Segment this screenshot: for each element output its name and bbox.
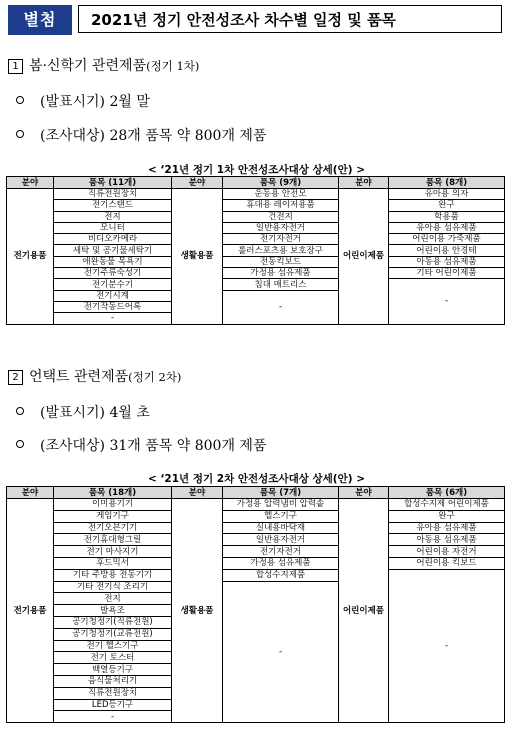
item-cell: 어린이용 킥보드 [389, 557, 505, 569]
item-cell: 학용품 [389, 211, 505, 222]
table-row [7, 256, 505, 267]
header-cell: 품목 (11개) [54, 177, 172, 189]
item-cell-placeholder: - [389, 279, 505, 324]
item-cell: 게임기구 [54, 510, 172, 522]
item-cell: 어린이용 자전거 [389, 546, 505, 558]
table-row [7, 522, 505, 534]
section2-title [8, 366, 181, 386]
item-cell: 기타 어린이제품 [389, 268, 505, 279]
item-cell-placeholder: - [223, 290, 339, 324]
item-cell: 실내용바닥재 [223, 522, 339, 534]
attachment-tag: 별첨 [8, 5, 72, 35]
item-cell: 어린이용 가죽제품 [389, 234, 505, 245]
bullet-text: (발표시기) 4월 초 [40, 405, 150, 421]
table-row [7, 534, 505, 546]
category-cell: 전기용품 [7, 189, 54, 325]
page-title: 2021년 정기 안전성조사 차수별 일정 및 품목 [78, 5, 502, 33]
item-cell: 롤러스포츠용 보호장구 [223, 245, 339, 256]
table-row [7, 546, 505, 558]
category-cell: 전기용품 [7, 499, 54, 723]
item-cell: 비디오카메라 [54, 234, 172, 245]
section2-bullet-1 [16, 402, 150, 422]
item-cell-placeholder: - [54, 711, 172, 723]
item-cell: 유아용 섬유제품 [389, 222, 505, 233]
header-cell: 품목 (18개) [54, 487, 172, 499]
item-cell: 공기청정기(교류전원) [54, 628, 172, 640]
item-cell: 전기주류숙성기 [54, 268, 172, 279]
table-row [7, 234, 505, 245]
item-cell: 일반용자전거 [223, 534, 339, 546]
header-cell: 분야 [172, 177, 223, 189]
item-cell: 가정용 섬유제품 [223, 557, 339, 569]
item-cell-placeholder: - [54, 313, 172, 324]
header-cell: 분야 [339, 487, 389, 499]
item-cell: 전기오븐기기 [54, 522, 172, 534]
section1-subtitle: (정기 1차) [146, 59, 200, 73]
item-cell: 건전지 [223, 211, 339, 222]
section2-number: 2 [8, 370, 23, 385]
item-cell: 전동킥보드 [223, 256, 339, 267]
table-row [7, 510, 505, 522]
item-cell: 전기시계 [54, 290, 172, 301]
category-cell: 어린이제품 [339, 499, 389, 723]
item-cell: 완구 [389, 200, 505, 211]
item-cell: 일반용자전거 [223, 222, 339, 233]
item-cell: 전기 헬스기구 [54, 640, 172, 652]
item-cell: 전지 [54, 593, 172, 605]
item-cell: 가정용 압력냄비 압력솥 [223, 499, 339, 511]
bullet-text: (조사대상) 31개 품목 약 800개 제품 [40, 438, 267, 454]
bullet-circle-icon [16, 440, 24, 448]
item-cell: 유아용 의자 [389, 189, 505, 200]
table-header-row [7, 487, 505, 499]
header-cell: 분야 [7, 487, 54, 499]
item-cell: 전기 토스터 [54, 652, 172, 664]
item-cell: 합성수지제품 [223, 569, 339, 581]
table-row [7, 268, 505, 279]
category-cell: 어린이제품 [339, 189, 389, 325]
bullet-circle-icon [16, 407, 24, 415]
item-cell: 전기 마사지기 [54, 546, 172, 558]
item-cell: 기타 전기식 조리기 [54, 581, 172, 593]
bullet-circle-icon [16, 130, 24, 138]
item-cell: 음식물처리기 [54, 675, 172, 687]
item-cell: 공기청정기(직류전원) [54, 616, 172, 628]
header-cell: 품목 (7개) [223, 487, 339, 499]
table-row [7, 189, 505, 200]
item-cell: 운동용 안전모 [223, 189, 339, 200]
item-cell: 후드믹서 [54, 557, 172, 569]
item-cell: 모니터 [54, 222, 172, 233]
item-cell: 가정용 섬유제품 [223, 268, 339, 279]
table-row [7, 222, 505, 233]
table-row [7, 245, 505, 256]
section2-title-text: 언택트 관련제품 [29, 369, 129, 385]
item-cell: 완구 [389, 510, 505, 522]
table-row [7, 557, 505, 569]
section1-number: 1 [8, 59, 23, 74]
section1-bullet-1 [16, 91, 150, 111]
table2 [6, 486, 505, 723]
category-cell: 생활용품 [172, 499, 223, 723]
item-cell: 직류전원장치 [54, 687, 172, 699]
item-cell: 합성수지제 어린이제품 [389, 499, 505, 511]
item-cell: 아동용 섬유제품 [389, 534, 505, 546]
table-header-row [7, 177, 505, 189]
item-cell: 전기분수기 [54, 279, 172, 290]
table-row [7, 569, 505, 581]
item-cell: 어린이용 안경테 [389, 245, 505, 256]
header-cell: 품목 (9개) [223, 177, 339, 189]
item-cell: 전기스탠드 [54, 200, 172, 211]
item-cell: 직류전원장치 [54, 189, 172, 200]
bullet-circle-icon [16, 96, 24, 104]
header-cell: 분야 [7, 177, 54, 189]
section2-subtitle: (정기 2차) [128, 370, 182, 384]
item-cell: LED등기구 [54, 699, 172, 711]
item-cell: 애완동물 목욕기 [54, 256, 172, 267]
table-row [7, 279, 505, 290]
table-row [7, 200, 505, 211]
item-cell: 침대 매트리스 [223, 279, 339, 290]
category-cell: 생활용품 [172, 189, 223, 325]
item-cell: 아동용 섬유제품 [389, 256, 505, 267]
section2-bullet-2 [16, 435, 266, 455]
header [8, 5, 502, 35]
section1-title [8, 55, 199, 75]
item-cell: 발욕조 [54, 605, 172, 617]
section1-bullet-2 [16, 125, 266, 145]
table-row [7, 499, 505, 511]
item-cell: 휴대용 레이저용품 [223, 200, 339, 211]
header-cell: 품목 (8개) [389, 177, 505, 189]
header-cell: 분야 [172, 487, 223, 499]
item-cell: 유아용 섬유제품 [389, 522, 505, 534]
item-cell: 이미용기기 [54, 499, 172, 511]
item-cell-placeholder: - [223, 581, 339, 723]
header-cell: 품목 (6개) [389, 487, 505, 499]
table2-caption: < ‘21년 정기 2차 안전성조사대상 상세(안) > [147, 473, 366, 485]
item-cell: 전기작동드어록 [54, 301, 172, 312]
item-cell: 헬스기구 [223, 510, 339, 522]
item-cell: 전기휴대형그릴 [54, 534, 172, 546]
header-cell: 분야 [339, 177, 389, 189]
table1-caption: < ‘21년 정기 1차 안전성조사대상 상세(안) > [147, 164, 366, 176]
bullet-text: (발표시기) 2월 말 [40, 94, 150, 110]
item-cell: 전기자전거 [223, 546, 339, 558]
table1 [6, 176, 505, 325]
item-cell: 세탁 및 공기물세탁기 [54, 245, 172, 256]
section1-title-text: 봄·신학기 관련제품 [29, 58, 147, 74]
item-cell: 기타 주방용 전동기기 [54, 569, 172, 581]
item-cell: 전기자전거 [223, 234, 339, 245]
item-cell: 전지 [54, 211, 172, 222]
item-cell: 백열등기구 [54, 664, 172, 676]
item-cell-placeholder: - [389, 569, 505, 722]
bullet-text: (조사대상) 28개 품목 약 800개 제품 [40, 128, 267, 144]
table-row [7, 211, 505, 222]
